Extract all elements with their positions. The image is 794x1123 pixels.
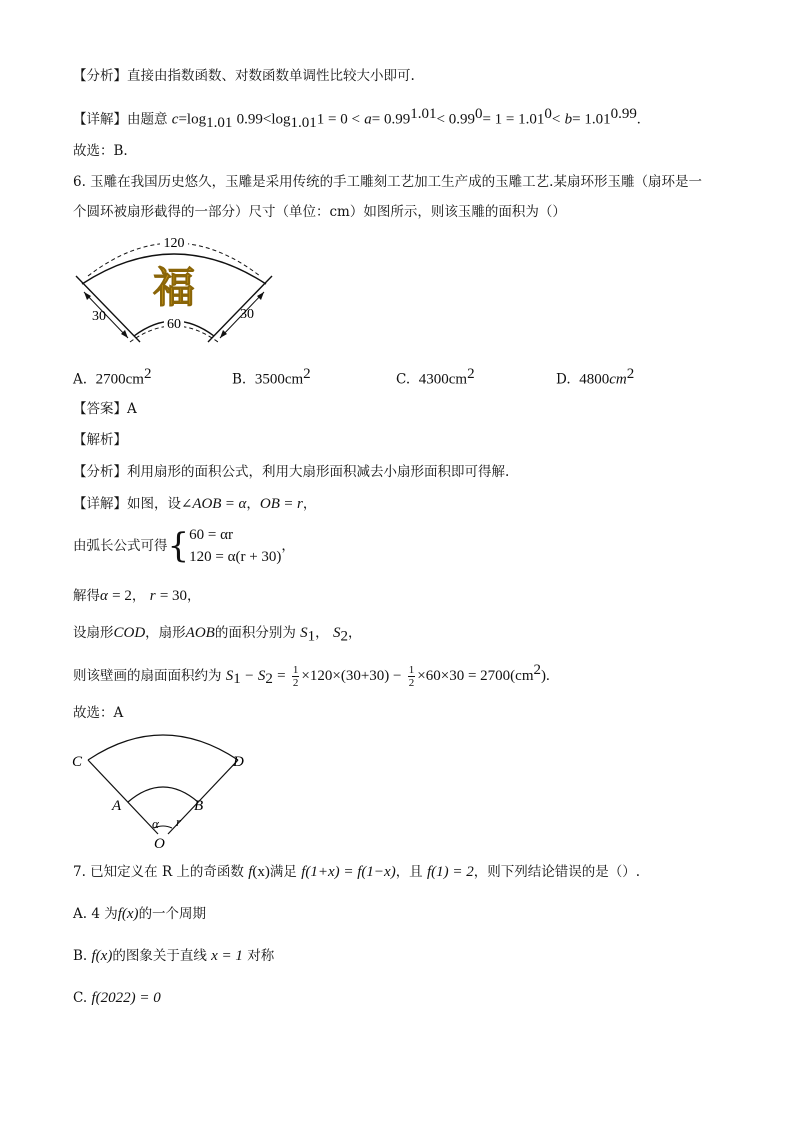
label-a: A — [112, 798, 122, 814]
option-a[interactable]: A. $2700cm^2$ — [73, 366, 152, 388]
line-co — [88, 760, 158, 834]
inner-arc-label: 60 — [167, 317, 181, 332]
pow-2-exp: 0 — [474, 106, 483, 122]
period: . — [636, 111, 641, 128]
solve-line: 解得α = 2， r = 30， — [73, 588, 201, 604]
log-arg-2: 1 = 0 < — [316, 111, 360, 128]
log-base-2: 1.01 — [290, 115, 317, 132]
sector-definition-line: 设扇形COD，扇形AOB的面积分别为 $S_1$， $S_2$， — [73, 625, 362, 645]
label-alpha: α — [152, 816, 159, 831]
var-c: c — [171, 111, 179, 128]
answer-choice-2: 故选：A — [73, 705, 124, 721]
label-r: r — [176, 814, 182, 829]
pow-3: = 1 = 1.01 — [482, 111, 545, 128]
pow-1: = 0.99 — [371, 111, 411, 128]
arc-ab — [128, 787, 198, 802]
equation-2: 120 = α(r + 30) — [189, 549, 282, 565]
pow-4: = 1.01 — [572, 111, 611, 128]
area-calculation-line: 则该壁画的扇面面积约为 $S_1 - S_2$ = $\frac{1}{2}$ ×120×(30+30) − $\frac{1}{2}$ $\times 60\times 30 = 2700(cm^2)$. — [73, 662, 550, 689]
label-c: C — [72, 754, 83, 770]
log-expr-2: <log — [262, 111, 291, 128]
analysis-line-1: 【分析】直接由指数函数、对数函数单调性比较大小即可. — [73, 68, 415, 84]
equation-1: 60 = αr — [189, 527, 233, 543]
fu-character: 福 — [152, 263, 196, 312]
question-7-line: 7. 已知定义在 R 上的奇函数 f(x)满足 f(1+x) = f(1−x)，且 f(1) = 2，则下列结论错误的是（）. — [73, 864, 641, 880]
option-c[interactable]: C. $4300cm^2$ — [396, 366, 475, 388]
detail-line-1 — [73, 104, 641, 133]
question-6-line-2: 个圆环被扇形截得的一部分）尺寸（单位：cm）如图所示，则该玉雕的面积为（） — [73, 204, 566, 220]
answer-label: 【答案】A — [73, 401, 137, 417]
option-b[interactable]: B. $3500cm^2$ — [232, 366, 311, 388]
label-d: D — [233, 754, 244, 770]
left-side — [76, 276, 140, 342]
log-expr-1: =log — [178, 111, 207, 128]
log-base-1: 1.01 — [206, 115, 233, 132]
var-a: a — [364, 111, 372, 128]
label-o: O — [154, 836, 165, 852]
outer-arc-label: 120 — [163, 236, 185, 251]
arc-formula-line: 由弧长公式可得{ 60 = αr 120 = α(r + 30) ， — [73, 526, 295, 566]
detail-line-2: 【详解】如图，设∠AOB = α，OB = r， — [73, 496, 317, 512]
q7-option-a[interactable]: A. 4 为f(x)的一个周期 — [73, 906, 207, 922]
pow-4-exp: 0.99 — [610, 106, 637, 122]
arc-cd — [88, 735, 238, 760]
pow-3-exp: 0 — [544, 106, 552, 122]
pow-2: < 0.99 — [436, 111, 475, 128]
pow-1-exp: 1.01 — [410, 106, 437, 122]
q7-option-c[interactable]: C. f(2022) = 0 — [73, 990, 161, 1006]
question-6-line-1: 6. 玉雕在我国历史悠久，玉雕是采用传统的手工雕刻工艺加工生产成的玉雕工艺.某扇环形玉雕（扇环是一 — [73, 174, 702, 190]
var-b: b — [564, 111, 573, 128]
less-than: < — [551, 111, 561, 128]
left-side-label: 30 — [92, 309, 106, 324]
option-d[interactable]: D. $4800cm^2$ — [556, 366, 635, 388]
sector-diagram — [66, 728, 256, 854]
label-b: B — [194, 798, 204, 814]
fraction-half-2: $\frac{1}{2}$ — [408, 663, 415, 689]
detail-label: 【详解】由题意 — [73, 111, 168, 128]
analysis-line-2: 【分析】利用扇形的面积公式，利用大扇形面积减去小扇形面积即可得解. — [73, 464, 510, 480]
solution-label: 【解析】 — [73, 432, 127, 448]
right-side-label: 30 — [240, 307, 254, 322]
left-dimension-line — [84, 292, 128, 338]
answer-choice-1: 故选：B. — [73, 143, 128, 159]
q7-option-b[interactable]: B. f(x)的图象关于直线 x = 1 对称 — [73, 948, 275, 964]
jade-sector-figure — [66, 232, 282, 354]
fraction-half-1: $\frac{1}{2}$ — [292, 663, 299, 689]
log-arg: 0.99 — [236, 111, 263, 128]
